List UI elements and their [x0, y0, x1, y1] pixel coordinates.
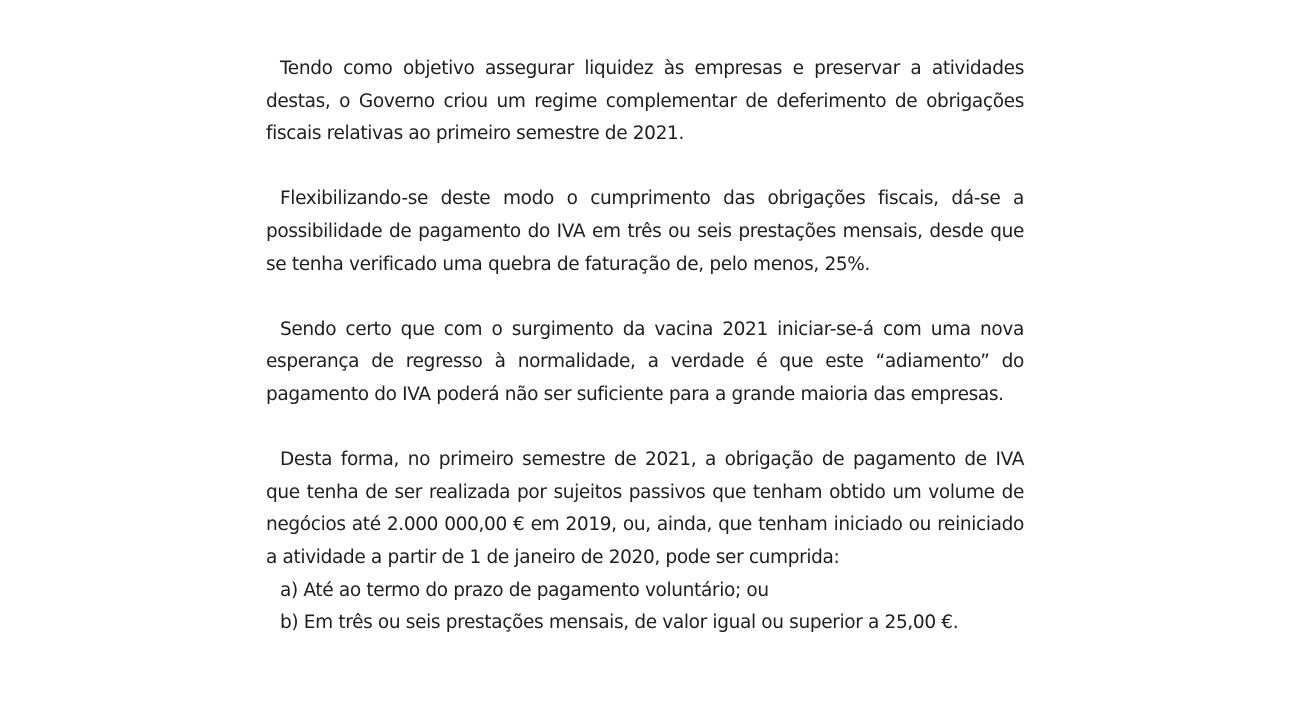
paragraph-flexibility: Flexibilizando-se deste modo o cumprimento das obrigações fiscais, dá-se a possibilidade de pagamento do IVA em três ou seis prestações mensais, desde que se tenha verificado uma quebra de faturação de, pelo menos, 25%.: [266, 188, 1024, 275]
paragraph-payment-obligation: Desta forma, no primeiro semestre de 2021, a obrigação de pagamento de IVA que tenha de ser realizada por sujeitos passivos que tenham obtido um volume de negócios até 2.000 000,00 € em 2019, ou, ainda, que tenham iniciado ou reiniciado a atividade a partir de 1 de janeiro de 2020, pode ser cumprida:: [266, 449, 1024, 568]
list-item: b) Em três ou seis prestações mensais, de valor igual ou superior a 25,00 €.: [280, 612, 959, 634]
list-item: a) Até ao termo do prazo de pagamento voluntário; ou: [280, 579, 769, 601]
paragraph-objective: Tendo como objetivo assegurar liquidez às empresas e preservar a atividades destas, o Governo criou um regime complementar de deferimento de obrigações fiscais relativas ao primeiro semestre de 2021.: [266, 58, 1024, 145]
payment-options-list: [266, 575, 1024, 640]
paragraph-vaccine: Sendo certo que com o surgimento da vacina 2021 iniciar-se-á com uma nova esperança de regresso à normalidade, a verdade é que este “adiamento” do pagamento do IVA poderá não ser suficiente para a grande maioria das empresas.: [266, 318, 1024, 405]
document-body: [266, 53, 1024, 640]
